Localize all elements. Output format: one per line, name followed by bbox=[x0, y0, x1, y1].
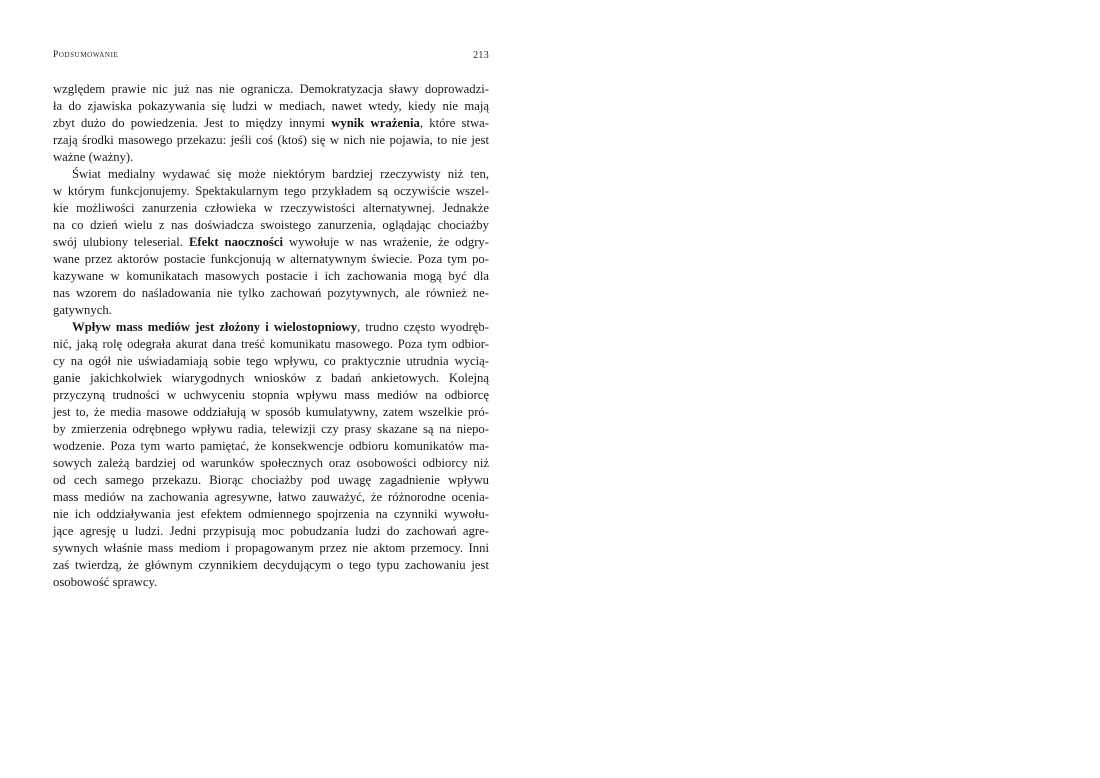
text-line bbox=[53, 183, 489, 200]
paragraph bbox=[53, 81, 489, 166]
text-line bbox=[53, 540, 489, 557]
text-line bbox=[53, 115, 489, 132]
text-line bbox=[53, 404, 489, 421]
text-run: na co dzień wielu z nas doświadcza swoistego zanurzenia, oglądając chociażby bbox=[53, 218, 489, 232]
text-run: cy na ogół nie uświadamiają sobie tego wpływu, co praktycznie utrudnia wycią- bbox=[53, 354, 489, 368]
text-line bbox=[53, 200, 489, 217]
text-line bbox=[53, 438, 489, 455]
text-line bbox=[53, 387, 489, 404]
text-run: jące agresję u ludzi. Jedni przypisują moc pobudzania ludzi do zachowań agre- bbox=[53, 524, 489, 538]
text-line bbox=[53, 336, 489, 353]
text-run: od cech samego przekazu. Biorąc chociażby pod uwagę zagadnienie wpływu bbox=[53, 473, 489, 487]
page-number: 213 bbox=[473, 50, 489, 61]
text-run: ganie jakichkolwiek wiarygodnych wniosków z badań ankietowych. Kolejną bbox=[53, 371, 489, 385]
text-line bbox=[53, 506, 489, 523]
body-text bbox=[53, 81, 489, 591]
text-line bbox=[53, 217, 489, 234]
paragraph bbox=[53, 319, 489, 591]
text-run: jest to, że media masowe oddziałują w sposób kumulatywny, zatem wszelkie pró- bbox=[53, 405, 489, 419]
text-run: ła do zjawiska pokazywania się ludzi w mediach, nawet wtedy, kiedy nie mają bbox=[53, 99, 489, 113]
text-line bbox=[53, 455, 489, 472]
text-run: by zmierzenia odrębnego wpływu radia, telewizji czy prasy skazane są na niepo- bbox=[53, 422, 489, 436]
text-run: wane przez aktorów postacie funkcjonują w alternatywnym świecie. Poza tym po- bbox=[53, 252, 489, 266]
text-run: nić, jaką rolę odegrała akurat dana treść komunikatu masowego. Poza tym odbior- bbox=[53, 337, 489, 351]
text-line bbox=[53, 421, 489, 438]
text-run: sowych zależą bardziej od warunków społecznych oraz osobowości odbiorcy niż bbox=[53, 456, 489, 470]
text-run: kie możliwości zanurzenia człowieka w rzeczywistości alternatywnej. Jednakże bbox=[53, 201, 489, 215]
text-run: mass mediów na zachowania agresywne, łatwo zauważyć, że różnorodne ocenia- bbox=[53, 490, 489, 504]
text-run: w którym funkcjonujemy. Spektakularnym tego przykładem są oczywiście wszel- bbox=[53, 184, 489, 198]
text-line bbox=[53, 81, 489, 98]
text-run: względem prawie nic już nas nie ogranicza. Demokratyzacja sławy doprowadzi- bbox=[53, 82, 489, 96]
running-header bbox=[53, 50, 489, 66]
text-run: osobowość sprawcy. bbox=[53, 575, 158, 589]
text-run: przyczyną trudności w uchwyceniu stopnia wpływu mass mediów na odbiorcę bbox=[53, 388, 489, 402]
text-line bbox=[53, 285, 489, 302]
text-line bbox=[53, 302, 489, 319]
bold-term: Wpływ mass mediów jest złożony i wielostopniowy bbox=[72, 320, 358, 334]
text-line bbox=[53, 132, 489, 149]
bold-term: wynik wrażenia bbox=[331, 116, 420, 130]
text-line bbox=[53, 370, 489, 387]
text-line bbox=[53, 489, 489, 506]
text-run: swój ulubiony teleserial. bbox=[53, 235, 189, 249]
text-run: , które stwa- bbox=[419, 116, 489, 130]
text-line bbox=[53, 319, 489, 336]
text-line bbox=[53, 251, 489, 268]
text-line bbox=[53, 574, 489, 591]
text-run: wywołuje w nas wrażenie, że odgry- bbox=[283, 235, 489, 249]
text-line bbox=[53, 268, 489, 285]
text-run: zbyt dużo do powiedzenia. Jest to między innymi bbox=[53, 116, 332, 130]
bold-term: Efekt naoczności bbox=[188, 235, 284, 249]
text-line bbox=[53, 98, 489, 115]
text-line bbox=[53, 149, 489, 166]
text-run: kazywane w komunikatach masowych postacie i ich zachowania mogą być dla bbox=[53, 269, 489, 283]
text-line bbox=[53, 523, 489, 540]
running-title: Podsumowanie bbox=[53, 50, 119, 60]
text-line bbox=[53, 166, 489, 183]
text-line bbox=[53, 472, 489, 489]
text-run: nas wzorem do naśladowania nie tylko zachowań pozytywnych, ale również ne- bbox=[53, 286, 489, 300]
text-line bbox=[53, 353, 489, 370]
text-line bbox=[53, 557, 489, 574]
text-run: nie ich oddziaływania jest efektem odmiennego spojrzenia na czynniki wywołu- bbox=[53, 507, 489, 521]
text-run: , trudno często wyodręb- bbox=[357, 320, 490, 334]
text-run: wodzenie. Poza tym warto pamiętać, że konsekwencje odbioru komunikatów ma- bbox=[53, 439, 489, 453]
paragraph bbox=[53, 166, 489, 319]
text-run: Świat medialny wydawać się może niektórym bardziej rzeczywisty niż ten, bbox=[72, 167, 489, 181]
text-run: ważne (ważny). bbox=[53, 150, 134, 164]
text-run: rzają środki masowego przekazu: jeśli coś (ktoś) się w nich nie pojawia, to nie jest bbox=[53, 133, 489, 147]
text-run: sywnych właśnie mass mediom i propagowanym przez nie aktom przemocy. Inni bbox=[53, 541, 489, 555]
text-run: zaś twierdzą, że głównym czynnikiem decydującym o tego typu zachowaniu jest bbox=[53, 558, 489, 572]
text-run: gatywnych. bbox=[53, 303, 112, 317]
text-line bbox=[53, 234, 489, 251]
